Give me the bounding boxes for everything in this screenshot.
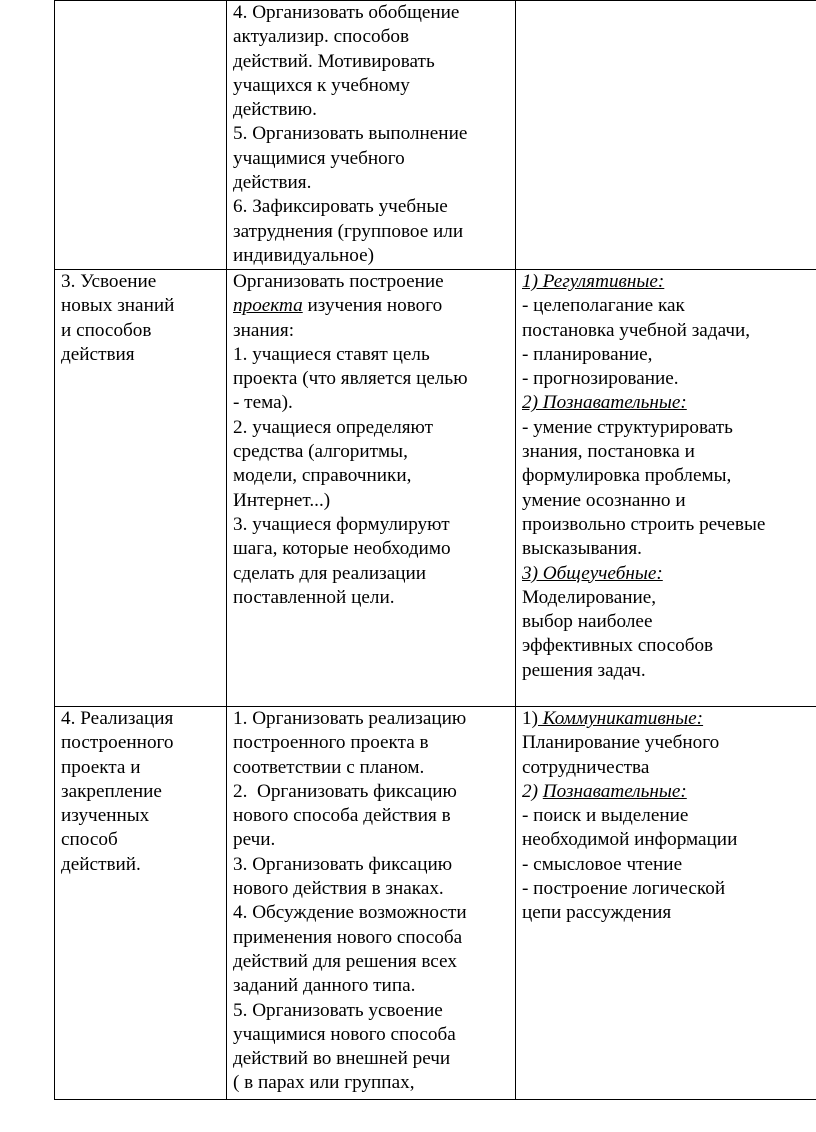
table-row <box>55 270 816 707</box>
content-line: учащихся к учебному <box>233 74 410 96</box>
content-line: актуализир. способов <box>233 26 410 48</box>
uud-line: цепи рассуждения <box>522 902 672 924</box>
content-line: 3. учащиеся формулируют <box>233 513 450 535</box>
content-line: модели, справочники, <box>233 465 412 487</box>
content-line: нового способа действия в <box>233 805 451 827</box>
uud-line: Моделирование, <box>522 586 657 608</box>
stage-line: новых знаний <box>61 295 175 317</box>
stage-line: 3. Усвоение <box>61 271 157 292</box>
uud-number: 2) <box>522 780 543 802</box>
uud-line: - целеполагание как <box>522 295 685 317</box>
uud-line: - умение структурировать <box>522 416 733 438</box>
content-cell <box>227 270 516 707</box>
uud-line: формулировка проблемы, <box>522 465 732 487</box>
content-line: 2. Организовать фиксацию <box>233 780 457 802</box>
uud-line: сотрудничества <box>522 756 650 778</box>
content-line: 5. Организовать усвоение <box>233 999 443 1021</box>
content-line: действию. <box>233 99 317 121</box>
content-line: - тема). <box>233 392 293 414</box>
uud-heading-communicative <box>522 707 812 731</box>
content-cell <box>227 1 516 270</box>
content-line-project <box>233 294 511 318</box>
content-line: действий. Мотивировать <box>233 50 435 72</box>
table-row <box>55 707 816 1100</box>
content-line: действий во внешней речи <box>233 1048 451 1070</box>
project-term-tail: изучения нового <box>302 295 443 317</box>
uud-line: знания, постановка и <box>522 441 695 463</box>
uud-line: Планирование учебного <box>522 732 720 754</box>
content-line: 4. Обсуждение возможности <box>233 902 467 924</box>
stage-line: построенного <box>61 732 174 754</box>
uud-line: постановка учебной задачи, <box>522 319 751 341</box>
uud-heading-general: 3) Общеучебные: <box>522 562 663 584</box>
content-line: ( в парах или группах, <box>233 1072 415 1094</box>
stage-line: изученных <box>61 805 150 827</box>
content-line: действий для решения всех <box>233 950 457 972</box>
table-row <box>55 1 816 270</box>
content-line: заданий данного типа. <box>233 975 416 997</box>
content-line: учащимися нового способа <box>233 1023 456 1045</box>
content-line: поставленной цели. <box>233 586 395 608</box>
stage-line: проекта и <box>61 756 141 778</box>
content-line: нового действия в знаках. <box>233 878 444 900</box>
uud-heading-text: Познавательные: <box>542 780 687 802</box>
stage-line: действий. <box>61 853 141 875</box>
uud-line: высказывания. <box>522 538 642 560</box>
uud-number: 1) <box>522 708 538 729</box>
content-line: речи. <box>233 829 276 851</box>
content-line: Организовать построение <box>233 271 444 292</box>
content-line: проекта (что является целью <box>233 368 468 390</box>
content-line: 6. Зафиксировать учебные <box>233 196 448 218</box>
stage-cell <box>55 1 227 270</box>
content-line: индивидуальное) <box>233 244 375 266</box>
content-line: учащимися учебного <box>233 147 405 169</box>
content-line: затруднения (групповое или <box>233 220 464 242</box>
project-term: проекта <box>233 295 303 317</box>
uud-line: - планирование, <box>522 343 653 365</box>
lesson-plan-table <box>54 0 816 1100</box>
content-line: Интернет...) <box>233 489 331 511</box>
uud-cell <box>516 270 816 707</box>
uud-line: - поиск и выделение <box>522 805 689 827</box>
stage-line: способ <box>61 829 118 851</box>
uud-cell <box>516 1 816 270</box>
uud-heading-text: Коммуникативные: <box>537 708 704 729</box>
content-line: действия. <box>233 172 312 194</box>
content-cell <box>227 707 516 1100</box>
uud-line: выбор наиболее <box>522 611 653 633</box>
content-line: 3. Организовать фиксацию <box>233 853 453 875</box>
uud-line: умение осознанно и <box>522 489 686 511</box>
content-line: шага, которые необходимо <box>233 538 451 560</box>
stage-line: закрепление <box>61 780 162 802</box>
stage-line: 4. Реализация <box>61 708 174 729</box>
content-line: средства (алгоритмы, <box>233 441 408 463</box>
content-line: 2. учащиеся определяют <box>233 416 433 438</box>
uud-cell <box>516 707 816 1100</box>
content-line: 1. учащиеся ставят цель <box>233 343 430 365</box>
content-line: знания: <box>233 319 295 341</box>
uud-line: необходимой информации <box>522 829 738 851</box>
uud-line: произвольно строить речевые <box>522 513 766 535</box>
uud-heading-cognitive: 2) Познавательные: <box>522 392 687 414</box>
content-line: 4. Организовать обобщение <box>233 2 460 23</box>
stage-cell <box>55 707 227 1100</box>
stage-line: действия <box>61 343 135 365</box>
content-line: построенного проекта в <box>233 732 429 754</box>
content-line: 5. Организовать выполнение <box>233 123 468 145</box>
uud-line: - смысловое чтение <box>522 853 683 875</box>
stage-line: и способов <box>61 319 152 341</box>
uud-line: - прогнозирование. <box>522 368 679 390</box>
uud-line: - построение логической <box>522 878 726 900</box>
uud-line: эффективных способов <box>522 635 714 657</box>
content-line: 1. Организовать реализацию <box>233 708 467 729</box>
uud-heading-regulative: 1) Регулятивные: <box>522 271 665 292</box>
uud-heading-cognitive <box>522 780 812 804</box>
content-line: применения нового способа <box>233 926 463 948</box>
uud-line: решения задач. <box>522 659 646 681</box>
content-line: сделать для реализации <box>233 562 427 584</box>
stage-cell <box>55 270 227 707</box>
content-line: соответствии с планом. <box>233 756 425 778</box>
